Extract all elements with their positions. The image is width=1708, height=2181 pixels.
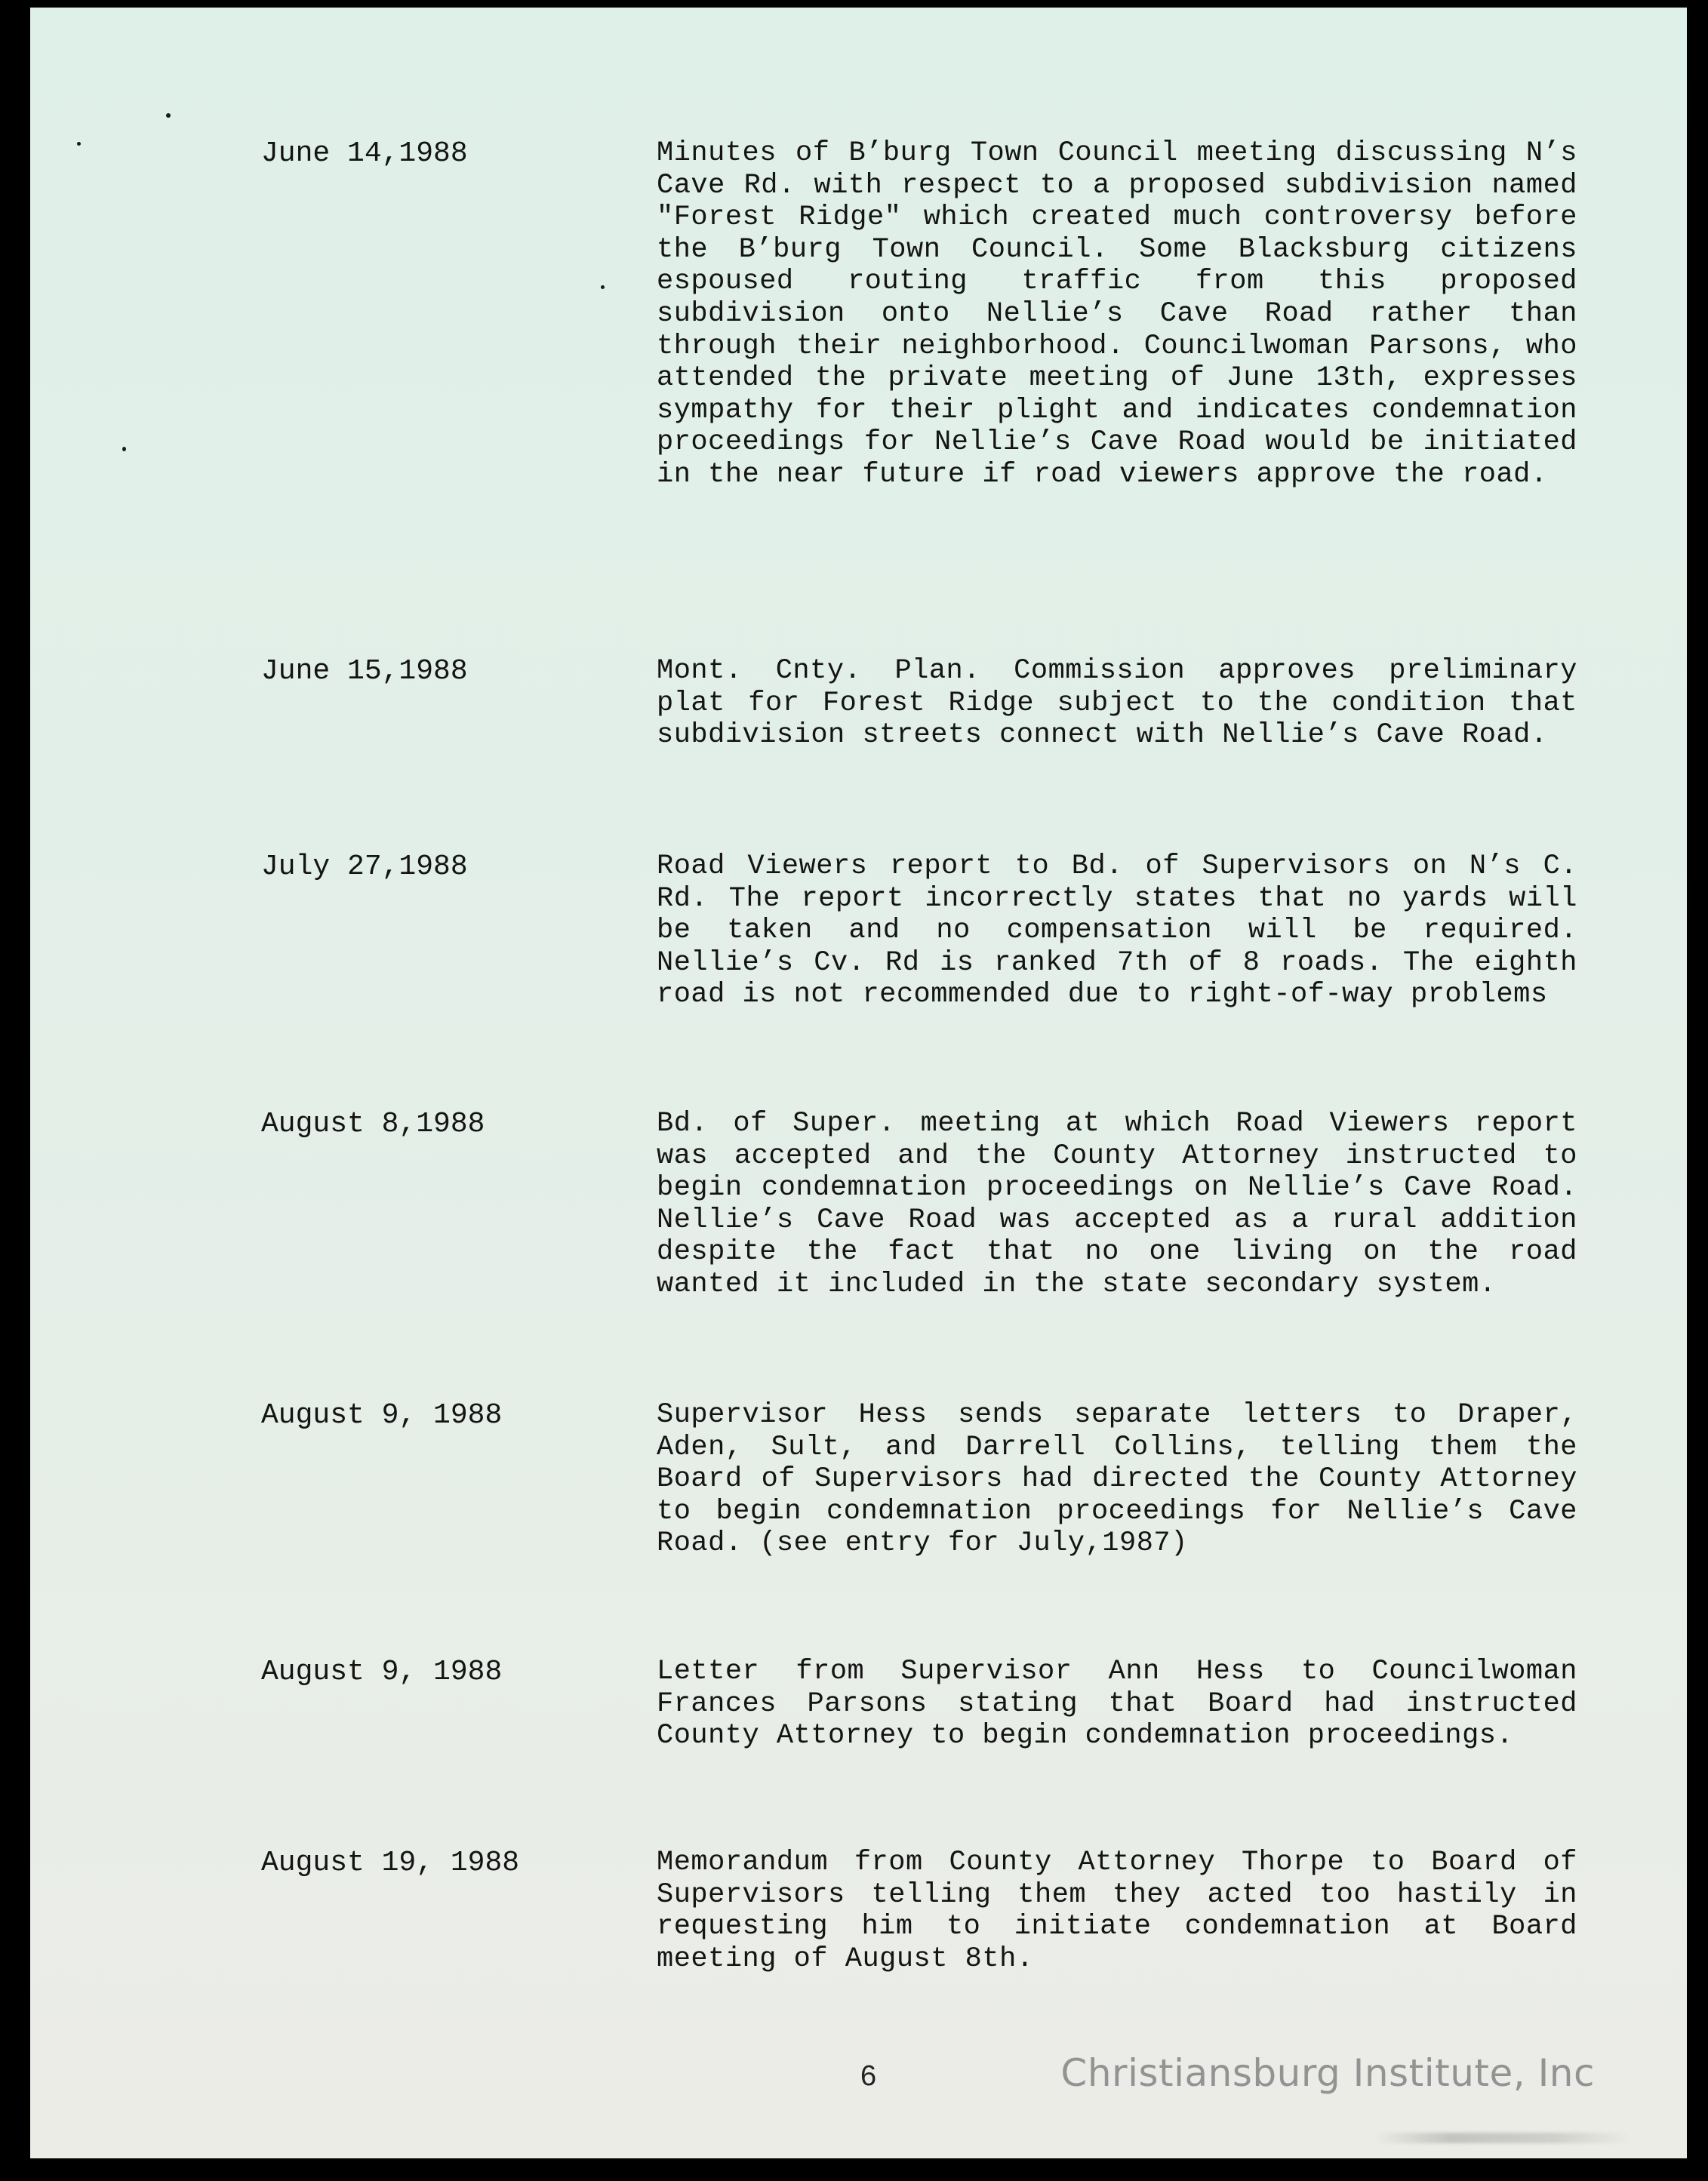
paper-speck — [601, 285, 605, 289]
entry-date: June 14,1988 — [261, 137, 468, 170]
entry-description: Letter from Supervisor Ann Hess to Councilwoman Frances Parsons stating that Board had instructed County Attorney to begin condemnation proceedings. — [657, 1656, 1577, 1752]
watermark: Christiansburg Institute, Inc — [1060, 2051, 1595, 2095]
entry-description: Road Viewers report to Bd. of Supervisors on N’s C. Rd. The report incorrectly states that no yards will be taken and no compensation will be required. Nellie’s Cv. Rd is ranked 7th of 8 roads. The eighth road is not recommended due to right-of-way problems — [657, 851, 1577, 1011]
entry-date: August 9, 1988 — [261, 1399, 503, 1432]
entry-date: June 15,1988 — [261, 655, 468, 688]
document-page — [30, 8, 1687, 2158]
entry-description: Mont. Cnty. Plan. Commission approves preliminary plat for Forest Ridge subject to the condition that subdivision streets connect with Nellie’s Cave Road. — [657, 655, 1577, 752]
entry-date: August 19, 1988 — [261, 1847, 520, 1879]
bottom-smudge — [1374, 2133, 1630, 2143]
entry-description: Memorandum from County Attorney Thorpe to Board of Supervisors telling them they acted too hastily in requesting him to initiate condemnation at Board meeting of August 8th. — [657, 1847, 1577, 1975]
paper-speck — [166, 113, 171, 118]
entry-date: July 27,1988 — [261, 851, 468, 883]
page-number: 6 — [860, 2060, 877, 2092]
entry-description: Bd. of Super. meeting at which Road Viewers report was accepted and the County Attorney instructed to begin condemnation proceedings on Nellie’s Cave Road. Nellie’s Cave Road was accepted as a rural addition despite the fact that no one living on the road wanted it included in the state secondary system. — [657, 1108, 1577, 1300]
entry-description: Minutes of B’burg Town Council meeting discussing N’s Cave Rd. with respect to a proposed subdivision named "Forest Ridge" which created much controversy before the B’burg Town Council. Some Blacksburg citizens espoused routing traffic from this proposed subdivision onto Nellie’s Cave Road rather than through their neighborhood. Councilwoman Parsons, who attended the private meeting of June 13th, expresses sympathy for their plight and indicates condemnation proceedings for Nellie’s Cave Road would be initiated in the near future if road viewers approve the road. — [657, 137, 1577, 491]
paper-speck — [122, 447, 126, 451]
paper-speck — [77, 142, 81, 146]
entry-description: Supervisor Hess sends separate letters to Draper, Aden, Sult, and Darrell Collins, telling them the Board of Supervisors had directed the County Attorney to begin condemnation proceedings for Nellie’s Cave Road. (see entry for July,1987) — [657, 1399, 1577, 1560]
entry-date: August 8,1988 — [261, 1108, 485, 1140]
entry-date: August 9, 1988 — [261, 1656, 503, 1688]
